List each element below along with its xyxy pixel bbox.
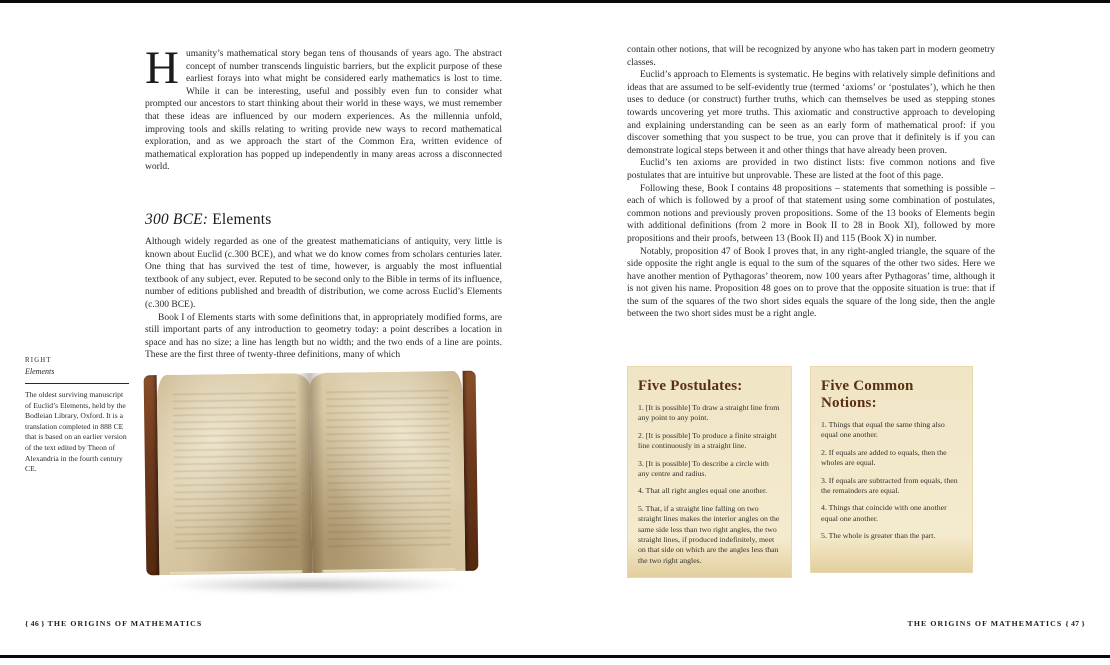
right-page-text-column: [627, 44, 995, 321]
intro-paragraph: [145, 42, 502, 174]
postulate-item: 4. That all right angles equal one another.: [638, 486, 768, 496]
page-top-edge: [0, 0, 1110, 3]
notion-item: 1. Things that equal the same thing also equal one another.: [821, 420, 945, 440]
section-heading-date: 300 BCE:: [145, 210, 209, 228]
left-page-number: { 46 }: [25, 619, 45, 628]
body-paragraph: contain other notions, that will be recognized by anyone who has taken part in modern geometry classes.: [627, 45, 995, 68]
intro-paragraph-text: umanity’s mathematical story began tens of thousands of years ago. The abstract concept of number transcends linguistic barriers, but the explicit purpose of these earliest forays into what might be considered early mathematics is lost to time. While it can be interesting, useful and possibly even fun to consider what prompted our ancestors to start thinking about their world in these ways, we must remember that these ideas are influenced by our modern experiences. As the millennia unfold, improving tools and skills relating to writing provide new ways to record mathematical exploration, and as we approach the start of the Common Era, written evidence of mathematical exploration has popped up independently in many areas across a disconnected world.: [145, 49, 502, 173]
page-bottom-edge: [0, 655, 1110, 658]
right-footer-title: THE ORIGINS OF MATHEMATICS: [907, 619, 1063, 628]
notion-item: 2. If equals are added to equals, then the wholes are equal.: [821, 447, 947, 468]
open-book-illustration: [144, 371, 479, 576]
body-paragraph: Following these, Book I contains 48 propositions – statements that something is possible – each of which is followed by a proof of that statement using some combination of postulates, common notions and previously proven propositions. Some of the 13 books of Elements begin with additional definitions (from 2 more in Book II to 28 in Book XI), followed by more propositions and their proofs, between 13 (Book II) and 115 (Book X) in number.: [627, 183, 995, 244]
notion-item: 4. Things that coincide with one another equal one another.: [821, 503, 947, 523]
postulate-item: 3. [It is possible] To describe a circle with any centre and radius.: [638, 458, 769, 479]
section-heading: [145, 211, 502, 229]
postulates-box-title: Five Postulates:: [638, 378, 743, 394]
body-paragraph: Euclid’s approach to Elements is systematic. He begins with relatively simple definitions and ideas that are assumed to be self-evidently true (termed ‘axioms’ or ‘postulates’), which he then uses to deduce (or construct) further truths, which can themselves be used as stepping stones towards uncovering yet more truths. This axiomatic and constructive approach to developing and explaining understanding can be seen as an early form of mathematical proof: if you discover something that you suspect to be true, you can prove that it definitely is if you can demonstrate logical steps between it and other things that have already been proven.: [627, 70, 995, 156]
body-paragraph: Notably, proposition 47 of Book I proves that, in any right-angled triangle, the square of the side opposite the right angle is equal to the sum of the squares of the other two sides. Here we have another mention of Pythagoras’ theorem, now 100 years after Pythagoras’ time, although it is not given his name. Proposition 48 goes on to prove that the opposite situation is true: that if the sum of the squares of the two short sides equals the square of the long side, then the angle between the two short sides must be a right angle.: [627, 246, 995, 320]
book-left-page: [157, 373, 313, 575]
right-page-number: { 47 }: [1065, 619, 1085, 628]
page-edge-stack: [322, 568, 455, 573]
manuscript-script-texture: [173, 389, 298, 549]
postulate-item: 5. That, if a straight line falling on two straight lines makes the interior angles on the same side less than two right angles, the two straight lines, if produced indefinitely, meet on that side on which are the angles less than the two right angles.: [638, 503, 780, 565]
book-right-page: [310, 371, 466, 573]
notion-item: 3. If equals are subtracted from equals, then the remainders are equal.: [821, 475, 958, 496]
caption-work-title: Elements: [25, 367, 55, 376]
photo-caption-block: [25, 357, 129, 475]
section-heading-title: Elements: [212, 210, 272, 228]
right-page-footer: [908, 619, 1085, 628]
page-edge-stack: [169, 570, 302, 575]
five-postulates-box: [627, 366, 792, 578]
postulate-item: 1. [It is possible] To draw a straight line from any point to any point.: [638, 403, 780, 423]
caption-position-label: RIGHT: [25, 357, 52, 364]
drop-cap: H: [145, 42, 179, 94]
section-paragraph: Book I of Elements starts with some definitions that, in appropriately modified forms, are still important parts of any introduction to geometry today: a point describes a location in space and has no size; a line has length but no width; and the two ends of a line are points. These are the first three of twenty-three definitions, many of which: [145, 312, 502, 361]
notions-box-title: Five Common Notions:: [821, 378, 914, 411]
book-drop-shadow: [159, 577, 465, 593]
left-page-text-column: [145, 42, 502, 362]
book-gutter-shadow: [297, 373, 326, 573]
caption-text: The oldest surviving manuscript of Euclid’s Elements, held by the Bodleian Library, Oxford. It is a translation completed in 888 CE that is based on an earlier version of the text edited by Theon of Alexandria in the fourth century CE.: [25, 390, 127, 474]
five-common-notions-box: [810, 366, 973, 573]
body-paragraph: Euclid’s ten axioms are provided in two distinct lists: five common notions and five postulates that are intuitive but unprovable. These are listed at the foot of this page.: [627, 158, 995, 181]
manuscript-photo: [141, 371, 483, 593]
section-paragraph: Although widely regarded as one of the greatest mathematicians of antiquity, very little is known about Euclid (c.300 BCE), and what we do know comes from scholars centuries later. One thing that has survived the test of time, however, is arguably the most influential textbook of any subject, ever. Reputed to be second only to the Bible in terms of its influence, number of editions published and breadth of distribution, we come across Euclid’s Elements (c.300 BCE).: [145, 236, 502, 310]
notion-item: 5. The whole is greater than the part.: [821, 531, 936, 541]
postulate-item: 2. [It is possible] To produce a finite straight line continuously in a straight line.: [638, 430, 777, 451]
manuscript-script-texture: [326, 387, 451, 547]
left-page-footer: [25, 619, 202, 628]
left-footer-title: THE ORIGINS OF MATHEMATICS: [47, 619, 203, 628]
caption-divider: [25, 383, 129, 384]
